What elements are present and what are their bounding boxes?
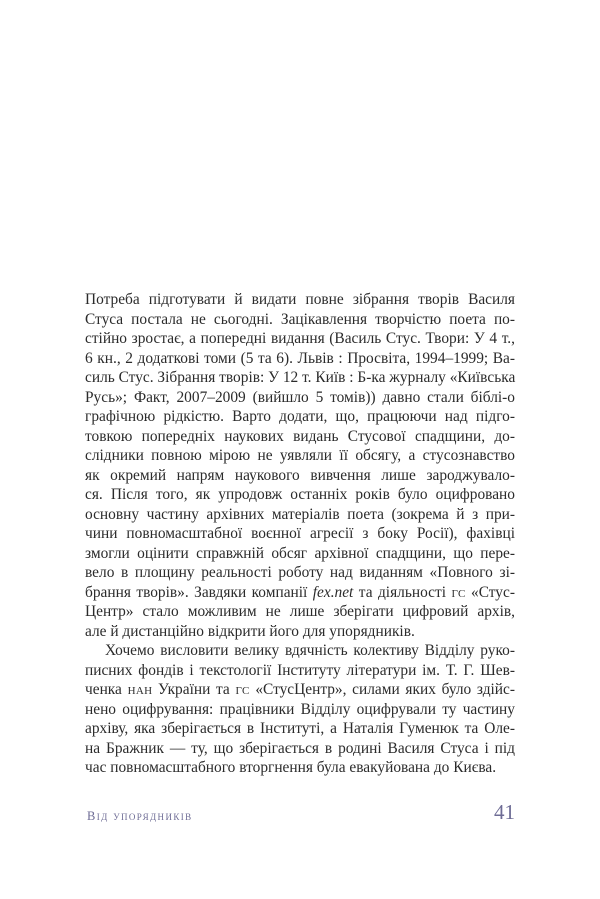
text-line: чини повномасштабної воєнної агресії з боку Росії), фахівці [85,525,515,542]
text-line: графічною рідкістю. Варто додати, що, працюючи над підго- [85,408,515,425]
text-segment: «Стус- [471,583,515,601]
text-line: стійно зростає, а попередні видання (Василь Стус. Твори: У 4 т., [85,330,515,347]
text-line [85,680,515,700]
body-text [85,290,515,778]
text-line [85,583,515,603]
text-line: Хочемо висловити велику вдячність колективу Відділу руко- [105,642,515,659]
text-line: основну частину архівних матеріалів поета (зокрема й з при- [85,505,515,523]
page-number: 41 [494,800,515,824]
text-line: вело в площину реальності роботу над виданням «Повного зі- [85,564,515,581]
abbreviation: гс [451,583,466,601]
text-segment: України та [158,681,230,698]
text-line: товкою попередніх наукових видань Стусової спадщини, до- [85,427,515,445]
text-line: нено оцифрування: працівники Відділу оцифрували ту частину [85,700,515,718]
text-line: Центр» стало можливим не лише зберігати цифровий архів, [85,603,515,620]
text-segment: брання творів». Завдяки компанії [85,583,308,601]
text-line: Русь»; Факт, 2007–2009 (вийшло 5 томів)) давно стали біблі-о [85,388,515,406]
text-segment: «СтусЦентр», силами яких було здійс- [255,681,516,698]
text-line: Стуса постала не сьогодні. Зацікавлення творчістю поета по- [85,310,515,328]
text-segment: та діяльності [358,583,446,601]
text-line: слідники повною мірою не уявляли її обсягу, а стусознавство [85,447,515,464]
text-line: 6 кн., 2 додаткові томи (5 та 6). Львів : Просвіта, 1994–1999; Ва- [85,349,515,367]
text-line: писних фондів і текстології Інституту літератури ім. Т. Г. Шев- [85,661,515,679]
text-line: як окремий напрям наукового вивчення лише зароджувало- [85,466,515,484]
text-line: на Бражник — ту, що зберігається в родині Василя Стуса і під [85,739,515,757]
abbreviation: нан [127,681,153,698]
text-line: архіву, яка зберігається в Інституті, а Наталія Гуменюк та Оле- [85,720,515,737]
text-line: ся. Після того, як упродовж останніх років було оцифровано [85,486,515,503]
company-name: fex.net [312,583,354,601]
text-line: Потреба підготувати й видати повне зібрання творів Василя [85,291,515,308]
abbreviation: гс [235,681,250,698]
text-line: силь Стус. Зібрання творів: У 12 т. Київ : Б-ка журналу «Київська [85,369,516,386]
running-footer-title: Від упорядників [87,809,193,823]
text-segment: ченка [85,681,122,698]
text-line: час повномасштабного вторгнення була евакуйована до Києва. [85,759,497,776]
text-line: змогли оцінити справжній обсяг архівної спадщини, що пере- [85,544,515,562]
text-line: але й дистанційно відкрити його для упорядників. [85,622,415,640]
